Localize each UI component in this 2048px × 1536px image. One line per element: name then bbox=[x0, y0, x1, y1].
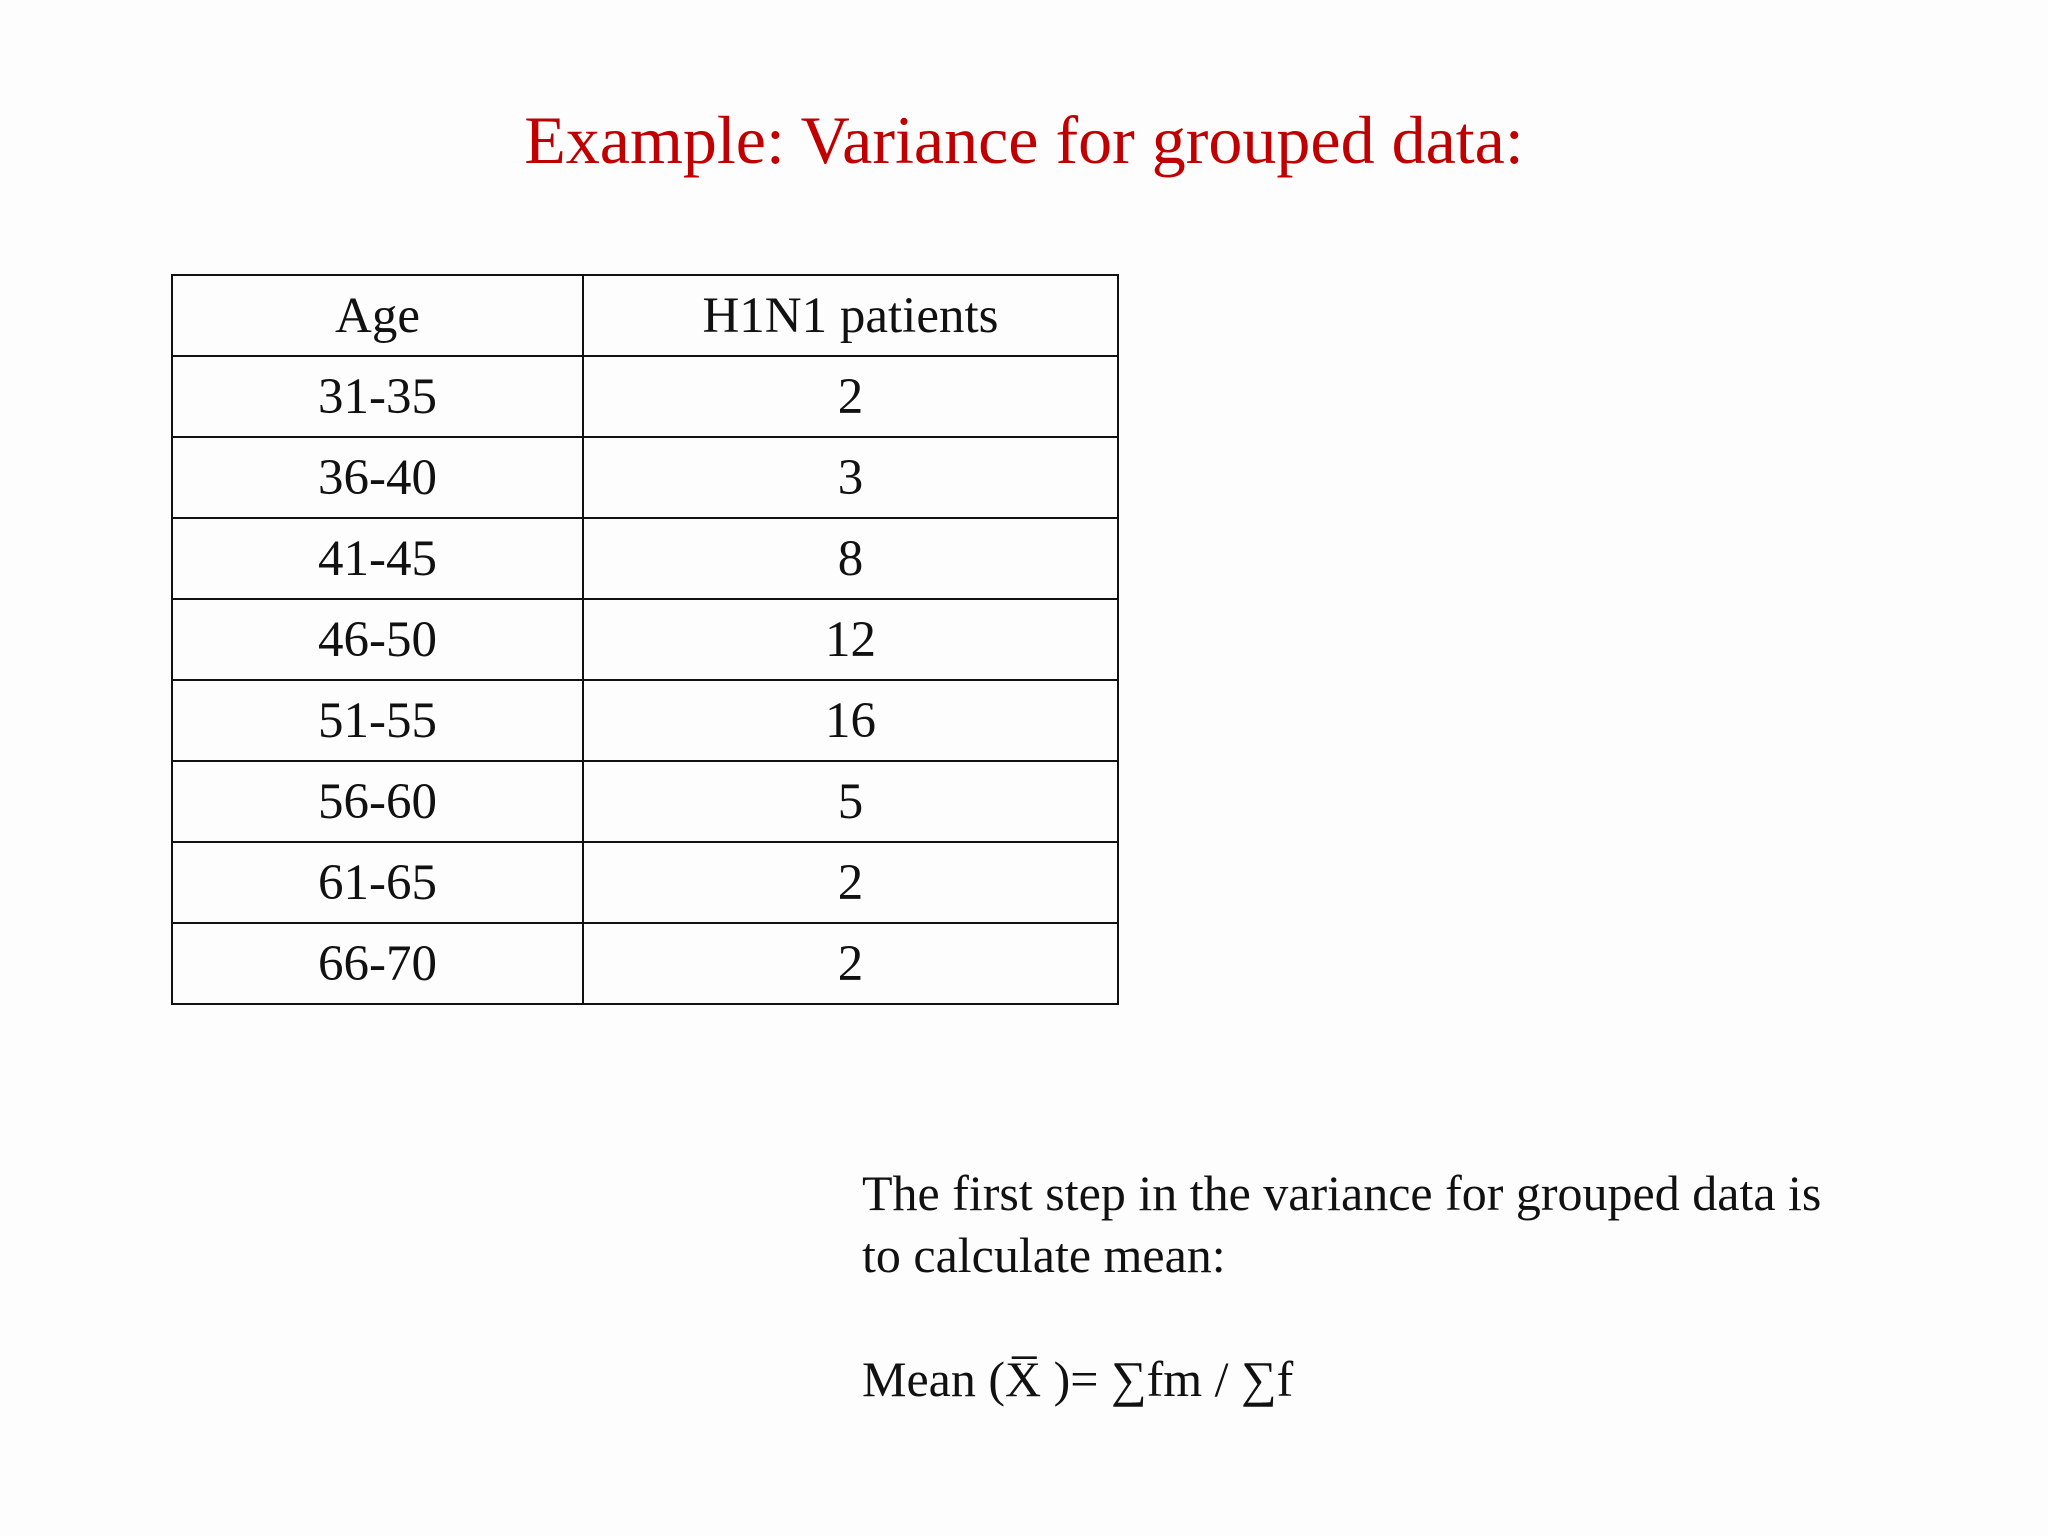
mean-formula: Mean (X̅ )= ∑fm / ∑f bbox=[862, 1351, 1294, 1407]
slide-title: Example: Variance for grouped data: bbox=[524, 102, 1524, 178]
patients-cell: 3 bbox=[583, 437, 1118, 518]
grouped-data-table bbox=[171, 274, 1119, 1005]
patients-cell: 16 bbox=[583, 680, 1118, 761]
age-cell: 36-40 bbox=[172, 437, 583, 518]
table-row bbox=[172, 680, 1118, 761]
patients-column-header: H1N1 patients bbox=[583, 275, 1118, 356]
patients-cell: 2 bbox=[583, 842, 1118, 923]
table-row bbox=[172, 518, 1118, 599]
table-header-row bbox=[172, 275, 1118, 356]
table-row bbox=[172, 842, 1118, 923]
table-row bbox=[172, 599, 1118, 680]
age-cell: 56-60 bbox=[172, 761, 583, 842]
patients-cell: 12 bbox=[583, 599, 1118, 680]
age-cell: 46-50 bbox=[172, 599, 583, 680]
age-cell: 66-70 bbox=[172, 923, 583, 1004]
explanation-text bbox=[862, 1162, 2002, 1286]
age-column-header: Age bbox=[172, 275, 583, 356]
table-row bbox=[172, 923, 1118, 1004]
patients-cell: 8 bbox=[583, 518, 1118, 599]
patients-cell: 2 bbox=[583, 923, 1118, 1004]
age-cell: 41-45 bbox=[172, 518, 583, 599]
patients-cell: 5 bbox=[583, 761, 1118, 842]
age-cell: 31-35 bbox=[172, 356, 583, 437]
table-row bbox=[172, 356, 1118, 437]
age-cell: 61-65 bbox=[172, 842, 583, 923]
age-cell: 51-55 bbox=[172, 680, 583, 761]
patients-cell: 2 bbox=[583, 356, 1118, 437]
explanation-line-1: The first step in the variance for grouped data is bbox=[862, 1165, 1822, 1221]
table-row bbox=[172, 761, 1118, 842]
explanation-line-2: to calculate mean: bbox=[862, 1227, 1226, 1283]
table-row bbox=[172, 437, 1118, 518]
